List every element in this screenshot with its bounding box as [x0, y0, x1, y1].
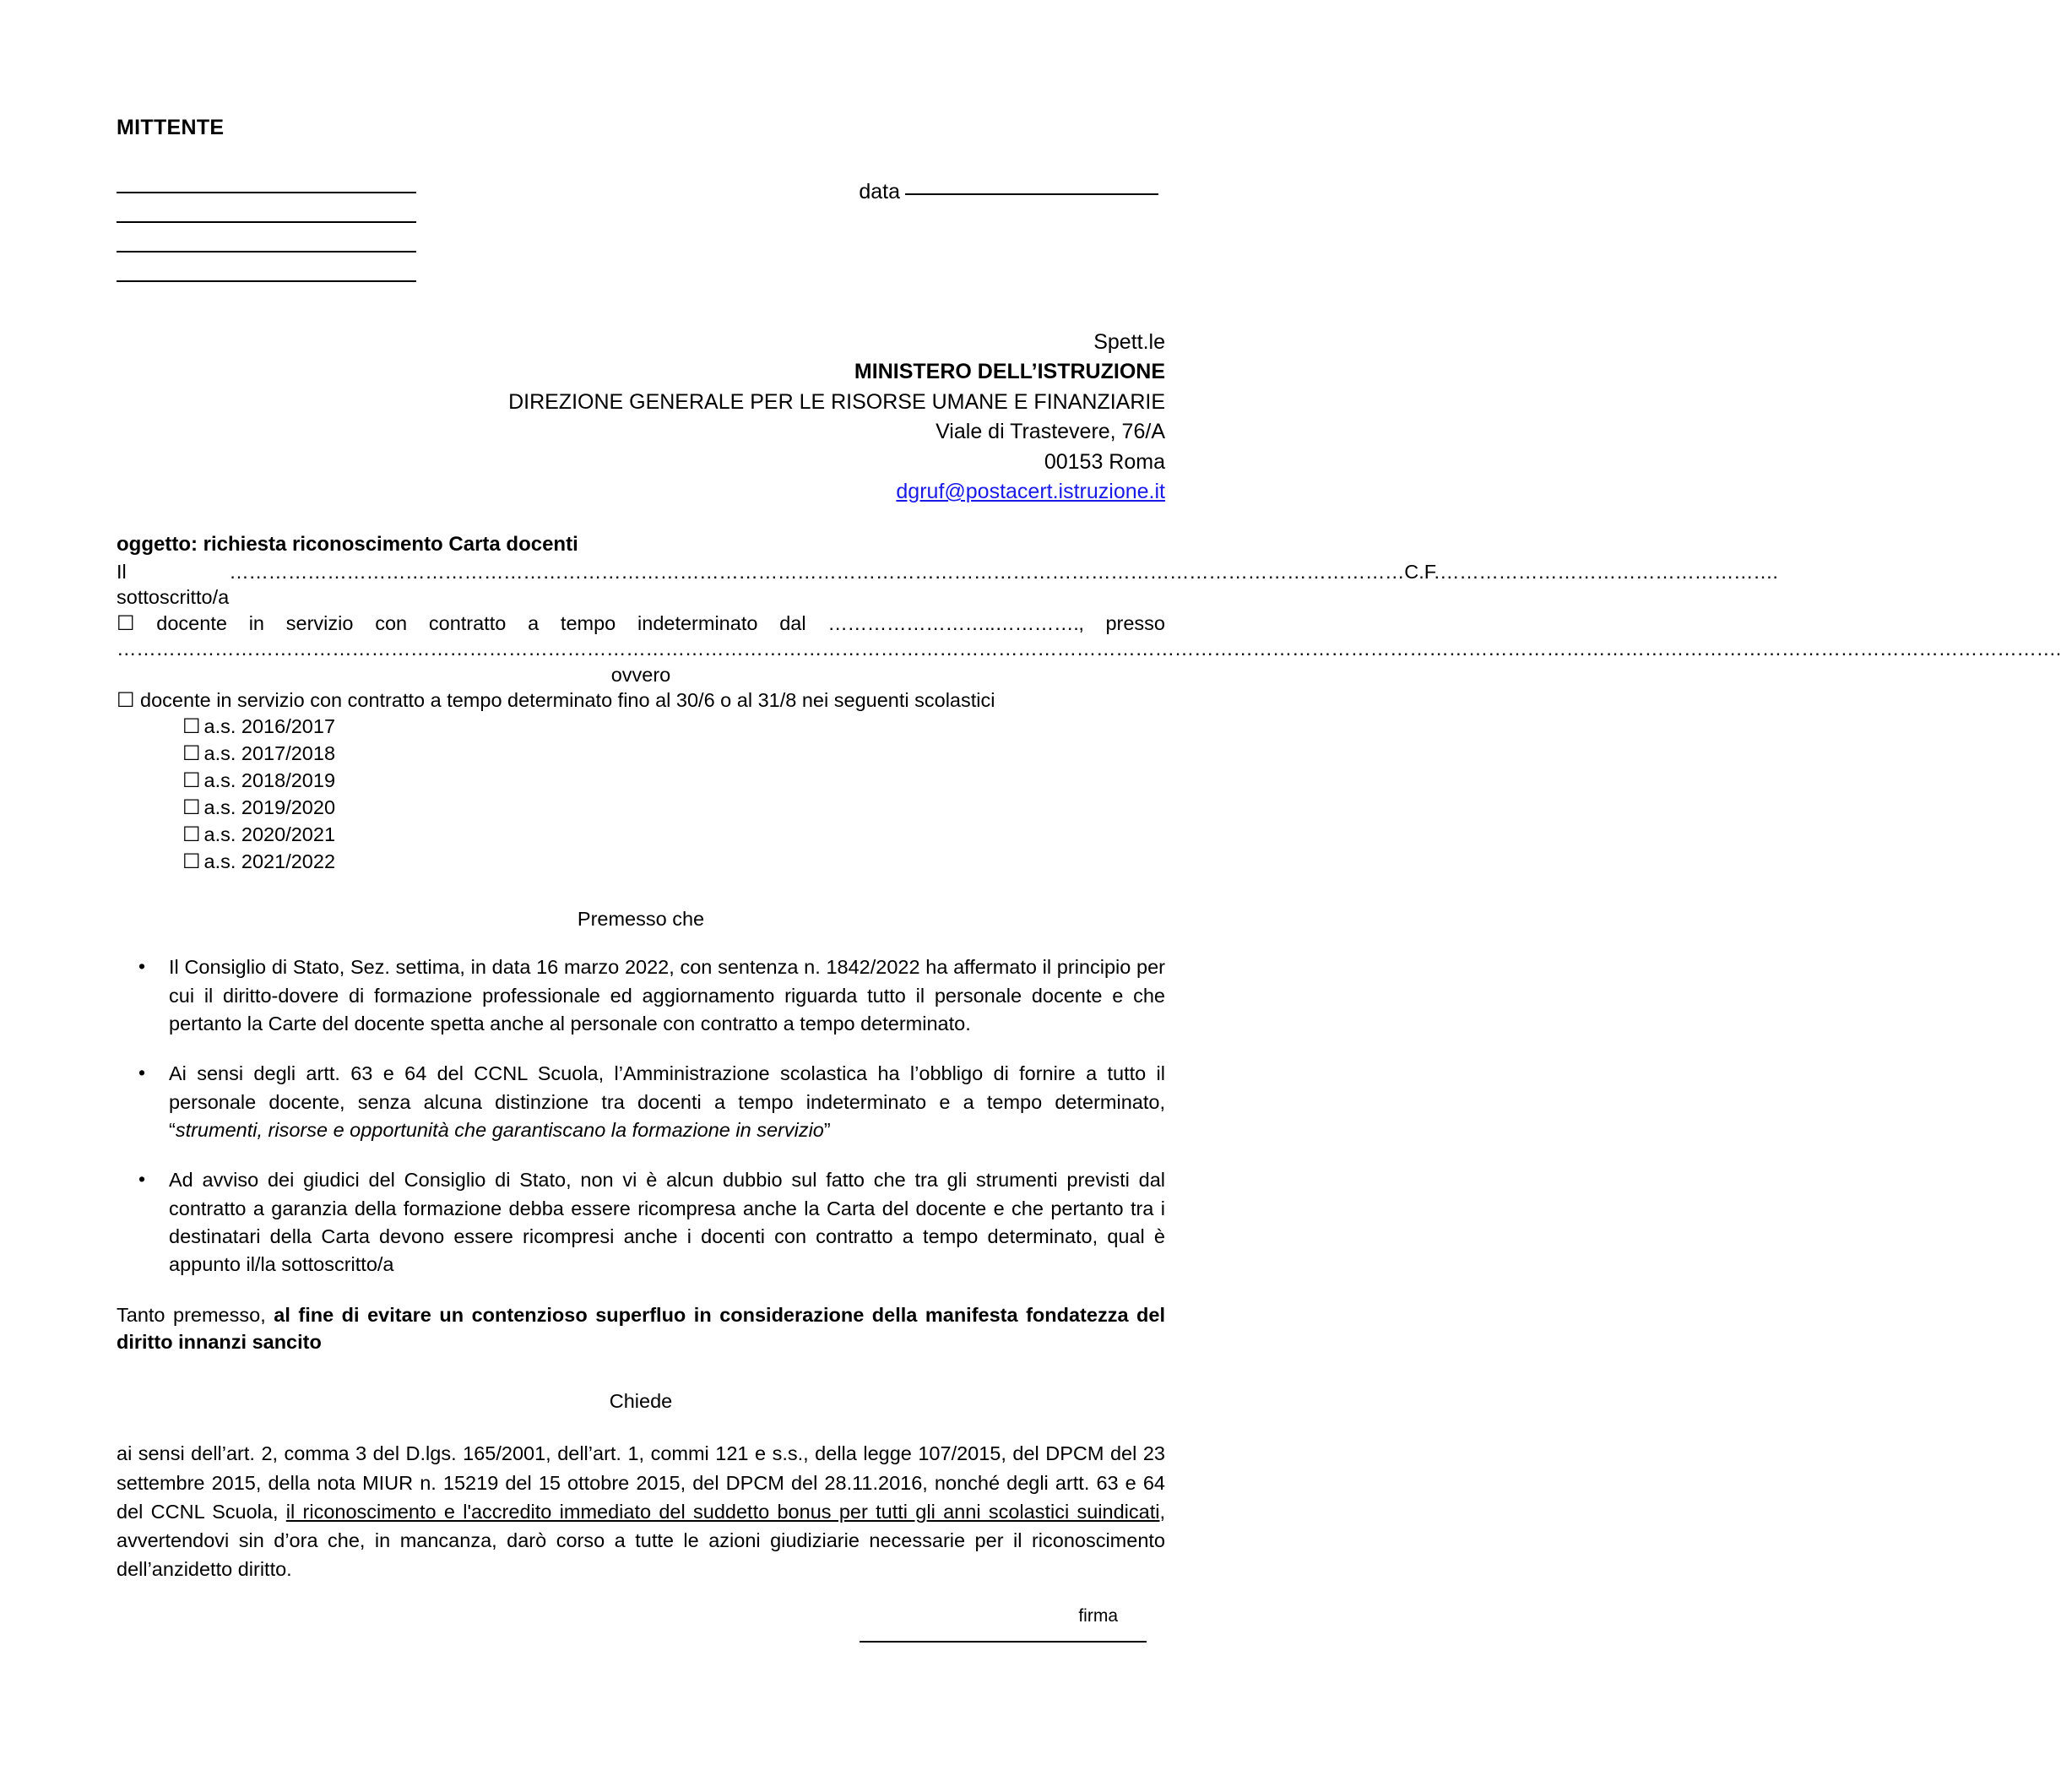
sender-heading: MITTENTE — [117, 116, 225, 139]
fixed-term-text: docente in servizio con contratto a tempo determinato fino al 30/6 o al 31/8 nei seguenti scolastici — [140, 689, 995, 712]
request-paragraph — [117, 1439, 1165, 1583]
sender-blank-lines — [117, 164, 420, 282]
premessa-bullet-2-text-before: Ai sensi degli artt. 63 e 64 del CCNL Scuola, l’Amministrazione scolastica ha l’obbligo di fornire a tutto il personale docente, senza alcuna distinzione tra docenti a tempo indeterminato e a tempo determinato, “ — [169, 1062, 1165, 1142]
school-year-item[interactable] — [182, 822, 1165, 849]
premessa-bullet-2-text-after: ” — [823, 1119, 831, 1142]
signature-blank-line[interactable] — [860, 1641, 1147, 1643]
tanto-premesso-lead: Tanto premesso, — [117, 1303, 274, 1326]
sender-blank-line-3[interactable] — [117, 223, 416, 253]
checkbox-school-year-icon[interactable]: ☐ — [182, 741, 201, 765]
recipient-city: 00153 Roma — [1044, 449, 1165, 474]
tanto-premesso-bold: al fine di evitare un contenzioso superfluo in considerazione della manifesta fondatezza del diritto innanzi sancito — [117, 1303, 1165, 1354]
school-year-label: a.s. 2019/2020 — [203, 796, 336, 818]
permanent-contract-option[interactable] — [117, 611, 1165, 637]
signature-label: firma — [1078, 1605, 1118, 1626]
request-underlined-claim: il riconoscimento e l'accredito immediato del suddetto bonus per tutti gli anni scolastici suindicati — [285, 1500, 1160, 1523]
recipient-salutation: Spett.le — [1093, 329, 1165, 354]
school-year-item[interactable] — [182, 741, 1165, 768]
premessa-bullet-2 — [117, 1060, 1165, 1144]
date-field — [859, 178, 1158, 206]
school-year-label: a.s. 2021/2022 — [203, 850, 336, 872]
document-body — [117, 114, 2061, 1643]
sender-blank-line-2[interactable] — [117, 193, 416, 223]
premessa-bullet-3-text: Ad avviso dei giudici del Consiglio di Stato, non vi è alcun dubbio sul fatto che tra gli strumenti previsti dal contratto a garanzia della formazione debba essere ricompresa anche la Carta del docente e che pertanto tra i destinatari della Carta devono essere ricompresi anche i docenti con contratto a tempo determinato, qual è appunto il/la sottoscritto/a — [169, 1169, 1165, 1276]
permanent-contract-text: docente in servizio con contratto a tempo indeterminato dal — [156, 611, 806, 634]
fixed-term-option[interactable] — [117, 687, 1165, 714]
school-year-label: a.s. 2020/2021 — [203, 823, 336, 845]
permanent-contract-tail: presso — [1105, 611, 1165, 634]
checkbox-school-year-icon[interactable]: ☐ — [182, 823, 201, 846]
checkbox-permanent-contract-icon[interactable]: ☐ — [117, 611, 135, 635]
school-year-list — [182, 714, 1165, 876]
undersigned-label: Il sottoscritto/a — [117, 560, 230, 609]
recipient-directorate: DIREZIONE GENERALE PER LE RISORSE UMANE E FINANZIARIE — [508, 389, 1165, 414]
checkbox-school-year-icon[interactable]: ☐ — [182, 850, 201, 873]
fiscal-code-dotted-field[interactable]: ……………………………………………. — [1440, 560, 1778, 583]
undersigned-dotted-field[interactable]: ……………………………………………………………………………………………………………………………………………………………… — [229, 560, 1405, 583]
sender-blank-line-1[interactable] — [117, 164, 416, 193]
checkbox-school-year-icon[interactable]: ☐ — [182, 768, 201, 792]
header-row — [117, 164, 1165, 291]
recipient-street: Viale di Trastevere, 76/A — [936, 420, 1165, 443]
recipient-ministry: MINISTERO DELL’ISTRUZIONE — [854, 360, 1165, 383]
date-label: data — [859, 179, 900, 204]
permanent-contract-school-field[interactable]: ………………………………………………………………………………………………………………………………………………………………………………………………………………………………………………………………………. — [117, 638, 2061, 660]
premessa-bullet-1 — [117, 953, 1165, 1038]
premessa-bullet-1-text: Il Consiglio di Stato, Sez. settima, in data 16 marzo 2022, con sentenza n. 1842/2022 ha affermato il principio per cui il diritto-dovere di formazione professionale ed aggiornamento riguarda tutto il personale docente e che pertanto la Carte del docente spetta anche al personale con contratto a tempo determinato. — [169, 956, 1165, 1034]
school-year-item[interactable] — [182, 849, 1165, 876]
request-text-part2: , avvertendovi sin d’ora che, in mancanza, darò corso a tutte le azioni giudiziarie necessarie per il riconoscimento dell’anzidetto diritto. — [117, 1500, 1165, 1581]
checkbox-school-year-icon[interactable]: ☐ — [182, 796, 201, 819]
premessa-bullet-3 — [117, 1166, 1165, 1279]
request-text-part1: ai sensi dell’art. 2, comma 3 del D.lgs. 165/2001, dell’art. 1, commi 121 e s.s., della legge 107/2015, del DPCM del 23 settembre 2015, della nota MIUR n. 15219 del 15 ottobre 2015, del DPCM del 28.11.2016, nonché degli artt. 63 e 64 del CCNL Scuola, — [117, 1442, 1165, 1523]
request-heading: Chiede — [609, 1389, 673, 1412]
school-year-item[interactable] — [182, 768, 1165, 795]
premessa-heading: Premesso che — [577, 907, 705, 930]
recipient-email-link[interactable]: dgruf@postacert.istruzione.it — [896, 480, 1165, 503]
tanto-premesso-paragraph — [117, 1301, 1165, 1356]
school-year-label: a.s. 2018/2019 — [203, 768, 336, 791]
sender-blank-line-4[interactable] — [117, 253, 416, 282]
subject-line: oggetto: richiesta riconoscimento Carta docenti — [117, 532, 578, 556]
or-label: ovvero — [610, 663, 671, 686]
school-year-label: a.s. 2017/2018 — [203, 741, 336, 764]
premessa-bullet-list — [117, 953, 1165, 1279]
premessa-bullet-2-quote: strumenti, risorse e opportunità che garantiscano la formazione in servizio — [175, 1119, 824, 1142]
permanent-contract-date-field[interactable]: ……………………..…………., — [827, 611, 1084, 634]
school-year-item[interactable] — [182, 714, 1165, 741]
school-year-item[interactable] — [182, 795, 1165, 822]
school-year-label: a.s. 2016/2017 — [203, 714, 336, 737]
date-blank-line[interactable] — [905, 193, 1158, 195]
undersigned-row — [117, 559, 1778, 611]
checkbox-fixed-term-icon[interactable]: ☐ — [117, 689, 135, 713]
fiscal-code-label: C.F. — [1404, 560, 1440, 583]
checkbox-school-year-icon[interactable]: ☐ — [182, 714, 201, 738]
recipient-block — [117, 328, 1165, 508]
